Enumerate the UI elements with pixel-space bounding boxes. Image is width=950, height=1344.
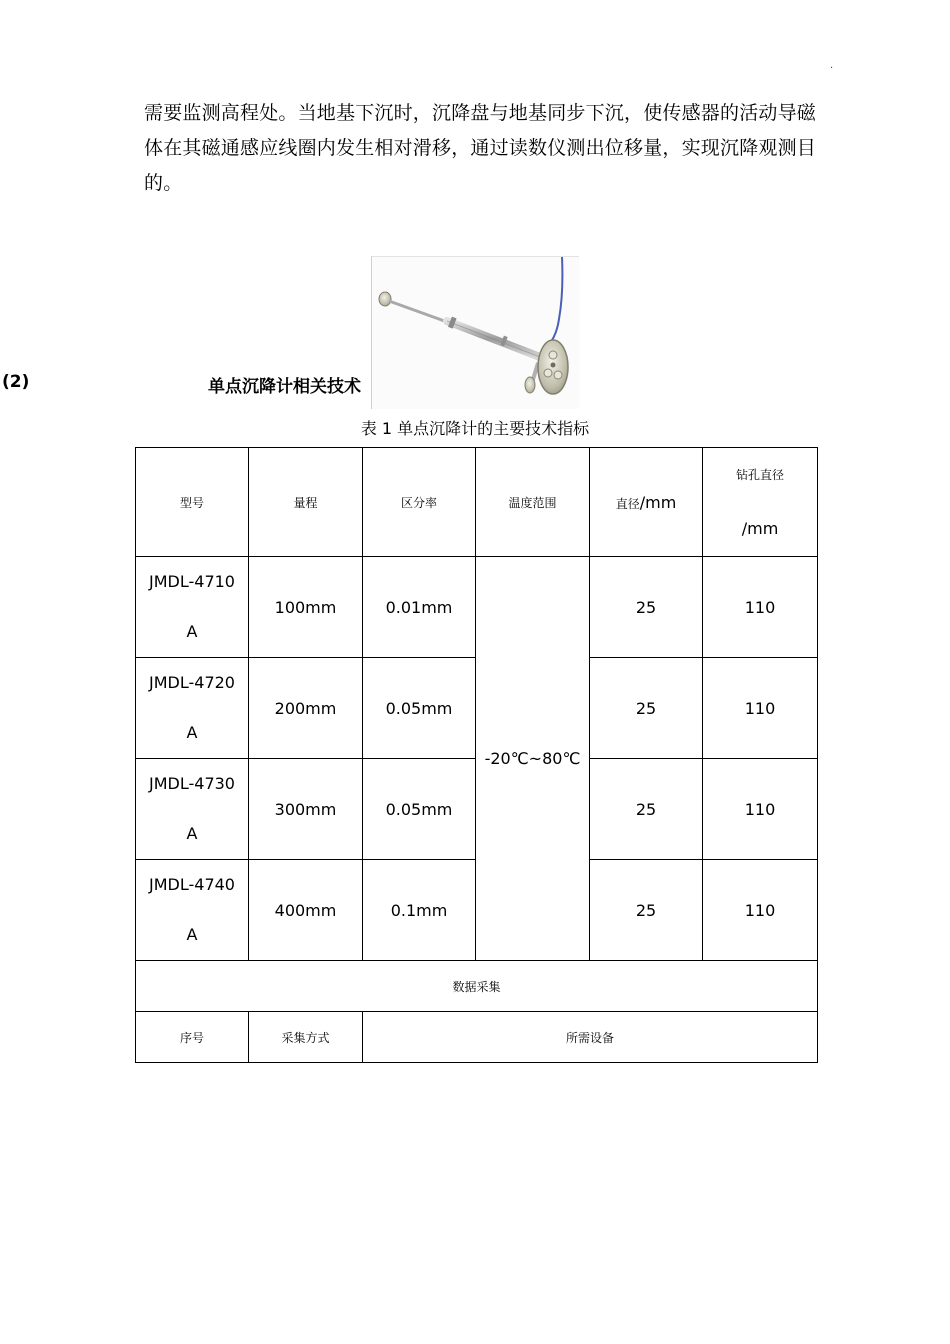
cell-resolution: 0.1mm [363,860,476,961]
cell-range: 200mm [249,658,363,759]
cell-diameter: 25 [590,860,703,961]
paragraph-line: 的。 [144,172,183,194]
spec-table [135,447,818,1063]
cell-diameter: 25 [590,759,703,860]
cell-range: 400mm [249,860,363,961]
header-index: 序号 [136,1012,249,1063]
cell-bore: 110 [703,860,818,961]
cell-model [136,557,249,658]
model-code: JMDL-4710 [149,572,235,591]
paragraph-line: 需要监测高程处。当地基下沉时，沉降盘与地基同步下沉，使传感器的活动导磁 [144,102,817,124]
collection-header-row [136,1012,818,1063]
header-range: 量程 [249,448,363,557]
model-code: JMDL-4740 [149,875,235,894]
cell-range: 300mm [249,759,363,860]
header-equipment: 所需设备 [363,1012,818,1063]
body-paragraph [144,96,817,201]
cell-bore: 110 [703,658,818,759]
cell-temperature-range: -20℃~80℃ [476,557,590,961]
header-method: 采集方式 [249,1012,363,1063]
header-bore-diameter [703,448,818,557]
cell-diameter: 25 [590,658,703,759]
cell-diameter: 25 [590,557,703,658]
header-diameter [590,448,703,557]
table-row [136,557,818,658]
settlement-gauge-photo [371,256,579,409]
cell-resolution: 0.05mm [363,759,476,860]
model-code: JMDL-4720 [149,673,235,692]
model-suffix: A [186,824,198,843]
header-bore-unit: /mm [741,519,779,538]
paragraph-line: 体在其磁通感应线圈内发生相对滑移，通过读数仪测出位移量，实现沉降观测目 [144,137,817,159]
cell-model [136,759,249,860]
table-header-row [136,448,818,557]
data-collection-row [136,961,818,1012]
model-suffix: A [186,925,198,944]
header-resolution: 区分率 [363,448,476,557]
section-title: 单点沉降计相关技术 [208,377,361,397]
cell-model [136,860,249,961]
page-mark: . [830,60,834,71]
header-bore-label: 钻孔直径 [735,468,784,482]
cell-resolution: 0.01mm [363,557,476,658]
cell-bore: 110 [703,557,818,658]
cell-range: 100mm [249,557,363,658]
model-suffix: A [186,622,198,641]
header-model: 型号 [136,448,249,557]
header-diameter-label: 直径 [615,496,640,511]
header-diameter-unit: /mm [639,492,677,512]
settlement-gauge-illustration [372,257,579,409]
model-suffix: A [186,723,198,742]
header-temperature: 温度范围 [476,448,590,557]
cell-bore: 110 [703,759,818,860]
model-code: JMDL-4730 [149,774,235,793]
table-caption: 表 1 单点沉降计的主要技术指标 [360,419,590,438]
section-number: (2) [2,372,30,392]
data-collection-heading: 数据采集 [136,961,818,1012]
cell-model [136,658,249,759]
cell-resolution: 0.05mm [363,658,476,759]
